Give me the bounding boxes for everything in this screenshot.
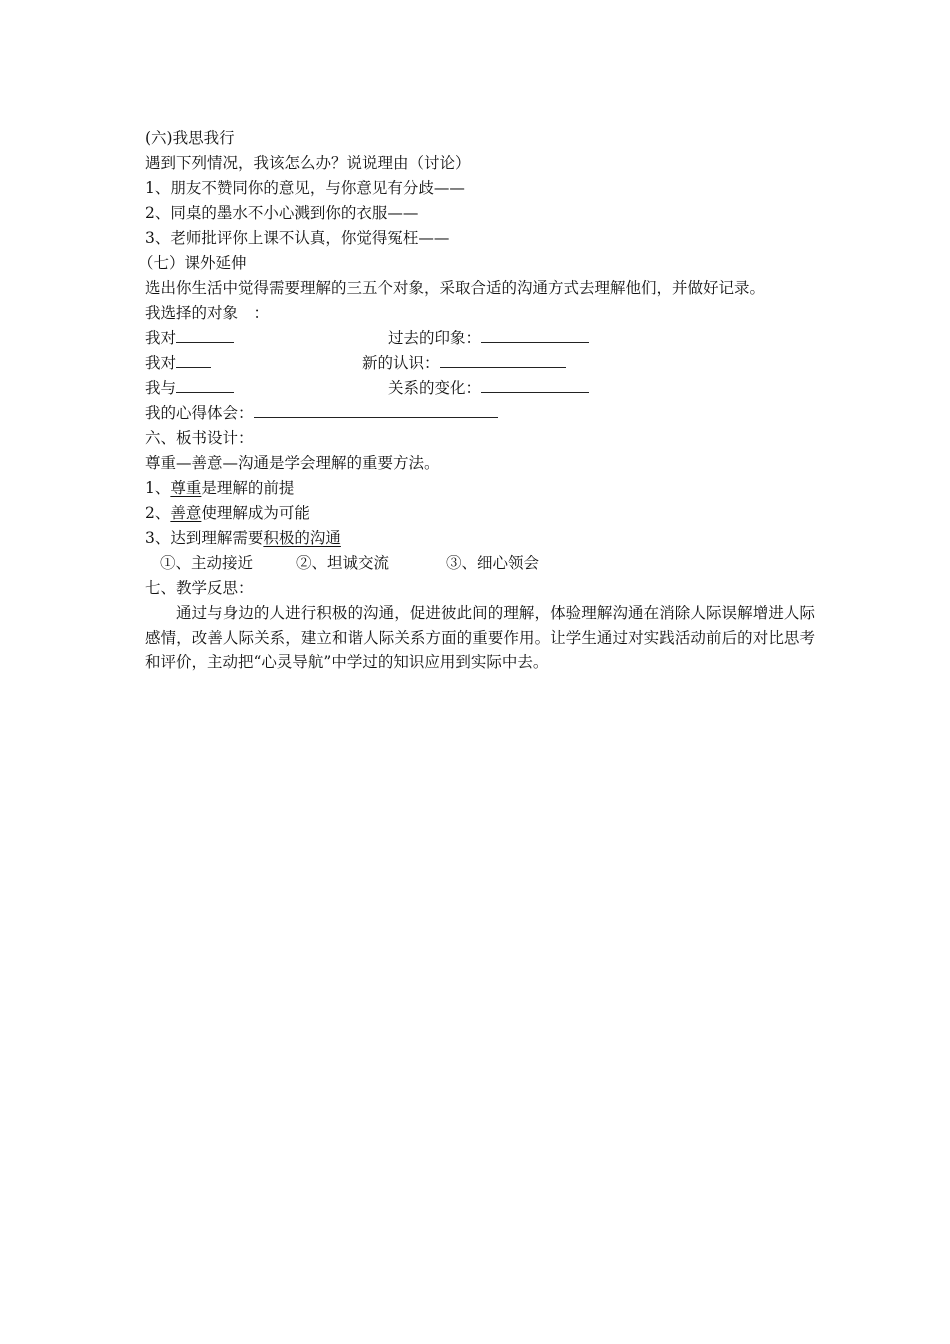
- record-row-2-left: [145, 353, 211, 373]
- section-6-title: (六)我思我行: [145, 129, 235, 147]
- item-keyword: 善意: [170, 504, 202, 522]
- fill-blank: [440, 353, 566, 368]
- section-7-title: （七）课外延伸: [138, 254, 247, 272]
- record-row-2-right: [362, 353, 566, 373]
- fill-blank: [254, 403, 498, 418]
- record-row-1-right: [388, 328, 589, 348]
- fill-blank: [481, 378, 589, 393]
- item-keyword: 尊重: [170, 479, 202, 497]
- question-item-1: 1、朋友不赞同你的意见，与你意见有分歧——: [145, 179, 465, 197]
- fill-blank: [176, 353, 211, 368]
- reflection-paragraph: 通过与身边的人进行积极的沟通，促进彼此间的理解，体验理解沟通在消除人际误解增进人际感情，改善人际关系，建立和谐人际关系方面的重要作用。让学生通过对实践活动前后的对比思考和评价，主动把“心灵导航”中学过的知识应用到实际中去。: [145, 604, 815, 671]
- record-row-label: 新的认识：: [362, 354, 440, 372]
- choose-object-label: 我选择的对象 ：: [145, 304, 270, 322]
- step-3: ③、细心领会: [446, 554, 540, 572]
- item-prefix: 2、: [145, 504, 171, 522]
- experience-label: 我的心得体会：: [145, 404, 254, 422]
- step-2: ②、坦诚交流: [296, 554, 390, 572]
- record-row-3-right: [388, 378, 589, 398]
- item-suffix: 是理解的前提: [201, 479, 295, 497]
- item-prefix: 1、: [145, 479, 171, 497]
- board-item-1: [145, 478, 294, 498]
- record-row-3-left: [145, 378, 234, 398]
- question-item-2: 2、同桌的墨水不小心溅到你的衣服——: [145, 204, 419, 222]
- fill-blank: [176, 378, 234, 393]
- board-main-text: 尊重—善意—沟通是学会理解的重要方法。: [145, 454, 440, 472]
- item-suffix: 使理解成为可能: [201, 504, 310, 522]
- steps-row: [160, 553, 539, 573]
- board-item-3: [145, 528, 341, 548]
- board-item-2: [145, 503, 310, 523]
- section-7-text: 选出你生活中觉得需要理解的三五个对象，采取合适的沟通方式去理解他们，并做好记录。: [145, 279, 766, 297]
- record-row-label: 我对: [145, 329, 177, 347]
- board-design-title: 六、板书设计：: [145, 429, 254, 447]
- step-1: ①、主动接近: [160, 554, 254, 572]
- question-item-3: 3、老师批评你上课不认真，你觉得冤枉——: [145, 229, 450, 247]
- item-keyword: 积极的沟通: [263, 529, 341, 547]
- fill-blank: [176, 328, 234, 343]
- item-prefix: 3、达到理解需要: [145, 529, 264, 547]
- section-6-intro: 遇到下列情况，我该怎么办？说说理由（讨论）: [145, 154, 471, 172]
- record-row-1-left: [145, 328, 234, 348]
- fill-blank: [481, 328, 589, 343]
- reflection-title: 七、教学反思：: [145, 579, 254, 597]
- record-row-label: 过去的印象：: [388, 329, 482, 347]
- record-row-label: 我与: [145, 379, 177, 397]
- experience-row: [145, 403, 498, 423]
- record-row-label: 我对: [145, 354, 177, 372]
- record-row-label: 关系的变化：: [388, 379, 482, 397]
